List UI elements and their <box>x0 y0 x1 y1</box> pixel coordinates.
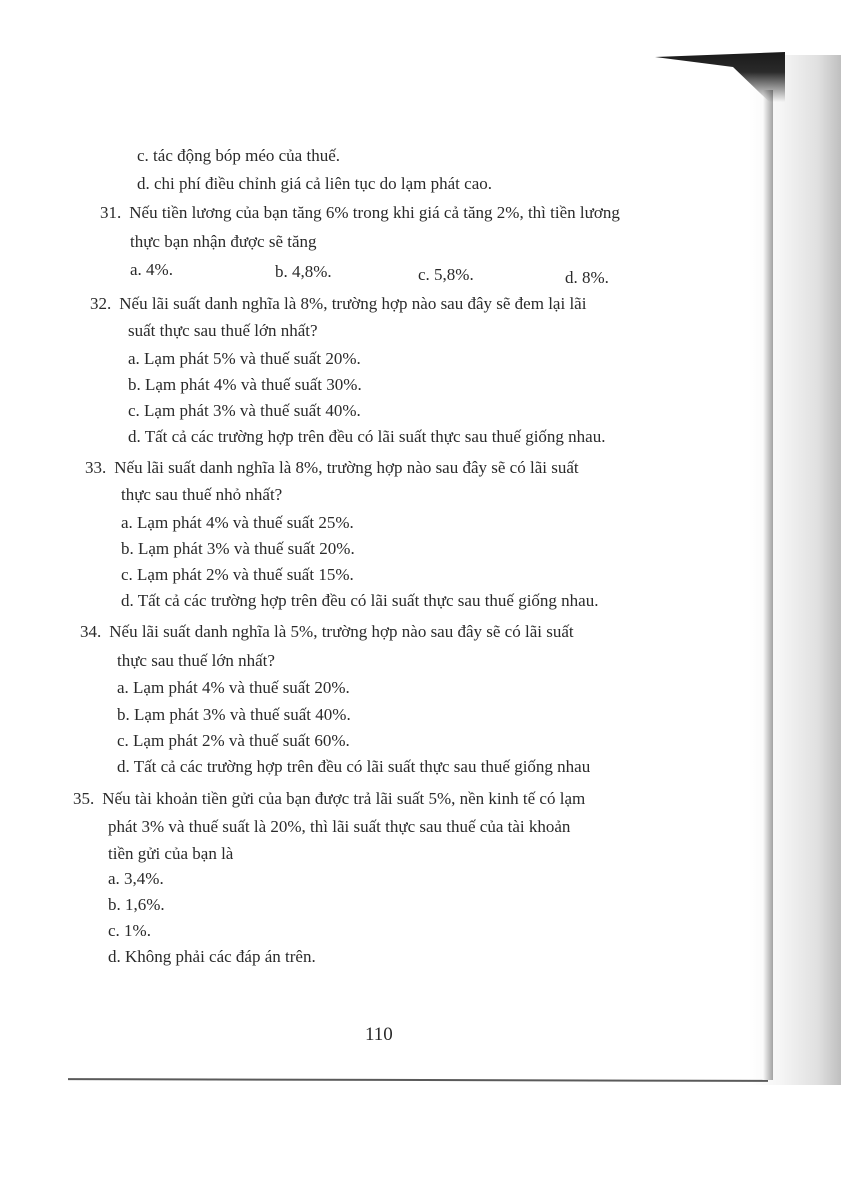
question-number: 32. <box>90 294 112 313</box>
question-34-option-c: c. Lạm phát 2% và thuế suất 60%. <box>117 731 350 750</box>
question-33-option-b: b. Lạm phát 3% và thuế suất 20%. <box>121 539 355 558</box>
question-31-stem-line-2: thực bạn nhận được sẽ tăng <box>130 232 317 251</box>
question-35-option-d: d. Không phải các đáp án trên. <box>108 947 316 966</box>
question-number: 34. <box>80 622 102 641</box>
question-33-stem-line-2: thực sau thuế nhỏ nhất? <box>121 485 283 504</box>
question-31-option-a: a. 4%. <box>130 260 173 279</box>
page-number: 110 <box>365 1024 393 1045</box>
question-34-option-a: a. Lạm phát 4% và thuế suất 20%. <box>117 678 350 697</box>
question-stem: Nếu tài khoản tiền gửi của bạn được trả lãi suất 5%, nền kinh tế có lạm <box>102 789 586 808</box>
page-edge <box>763 90 773 1080</box>
question-number: 31. <box>100 203 122 222</box>
question-stem: Nếu lãi suất danh nghĩa là 8%, trường hợp nào sau đây sẽ có lãi suất <box>114 458 579 477</box>
question-32-stem-line-1 <box>90 294 586 314</box>
question-32-option-a: a. Lạm phát 5% và thuế suất 20%. <box>128 349 361 368</box>
bottom-rule <box>68 1078 768 1082</box>
prev-option-d: d. chi phí điều chỉnh giá cả liên tục do lạm phát cao. <box>137 174 492 193</box>
question-stem: Nếu lãi suất danh nghĩa là 8%, trường hợp nào sau đây sẽ đem lại lãi <box>119 294 587 313</box>
question-35-stem-line-2: phát 3% và thuế suất là 20%, thì lãi suất thực sau thuế của tài khoản <box>108 817 571 836</box>
scan-shadow <box>748 55 841 1085</box>
question-32-option-b: b. Lạm phát 4% và thuế suất 30%. <box>128 375 362 394</box>
question-35-stem-line-1 <box>73 789 585 809</box>
question-32-option-c: c. Lạm phát 3% và thuế suất 40%. <box>128 401 361 420</box>
question-33-option-c: c. Lạm phát 2% và thuế suất 15%. <box>121 565 354 584</box>
question-number: 35. <box>73 789 95 808</box>
question-33-stem-line-1 <box>85 458 579 478</box>
question-34-option-b: b. Lạm phát 3% và thuế suất 40%. <box>117 705 351 724</box>
question-32-option-d: d. Tất cả các trường hợp trên đều có lãi suất thực sau thuế giống nhau. <box>128 427 606 446</box>
question-34-stem-line-1 <box>80 622 574 642</box>
question-34-option-d: d. Tất cả các trường hợp trên đều có lãi suất thực sau thuế giống nhau <box>117 757 591 776</box>
question-34-stem-line-2: thực sau thuế lớn nhất? <box>117 651 275 670</box>
question-31-option-b: b. 4,8%. <box>275 262 332 281</box>
question-35-option-b: b. 1,6%. <box>108 895 165 914</box>
question-stem: Nếu lãi suất danh nghĩa là 5%, trường hợp nào sau đây sẽ có lãi suất <box>109 622 574 641</box>
question-33-option-a: a. Lạm phát 4% và thuế suất 25%. <box>121 513 354 532</box>
question-33-option-d: d. Tất cả các trường hợp trên đều có lãi suất thực sau thuế giống nhau. <box>121 591 599 610</box>
question-stem: Nếu tiền lương của bạn tăng 6% trong khi giá cả tăng 2%, thì tiền lương <box>129 203 620 222</box>
prev-option-c: c. tác động bóp méo của thuế. <box>137 146 340 165</box>
question-31-option-c: c. 5,8%. <box>418 265 474 284</box>
question-31-option-d: d. 8%. <box>565 268 609 287</box>
question-32-stem-line-2: suất thực sau thuế lớn nhất? <box>128 321 318 340</box>
question-35-option-c: c. 1%. <box>108 921 151 940</box>
question-number: 33. <box>85 458 107 477</box>
question-35-stem-line-3: tiền gửi của bạn là <box>108 844 234 863</box>
question-31-stem-line-1 <box>100 203 620 223</box>
question-35-option-a: a. 3,4%. <box>108 869 164 888</box>
